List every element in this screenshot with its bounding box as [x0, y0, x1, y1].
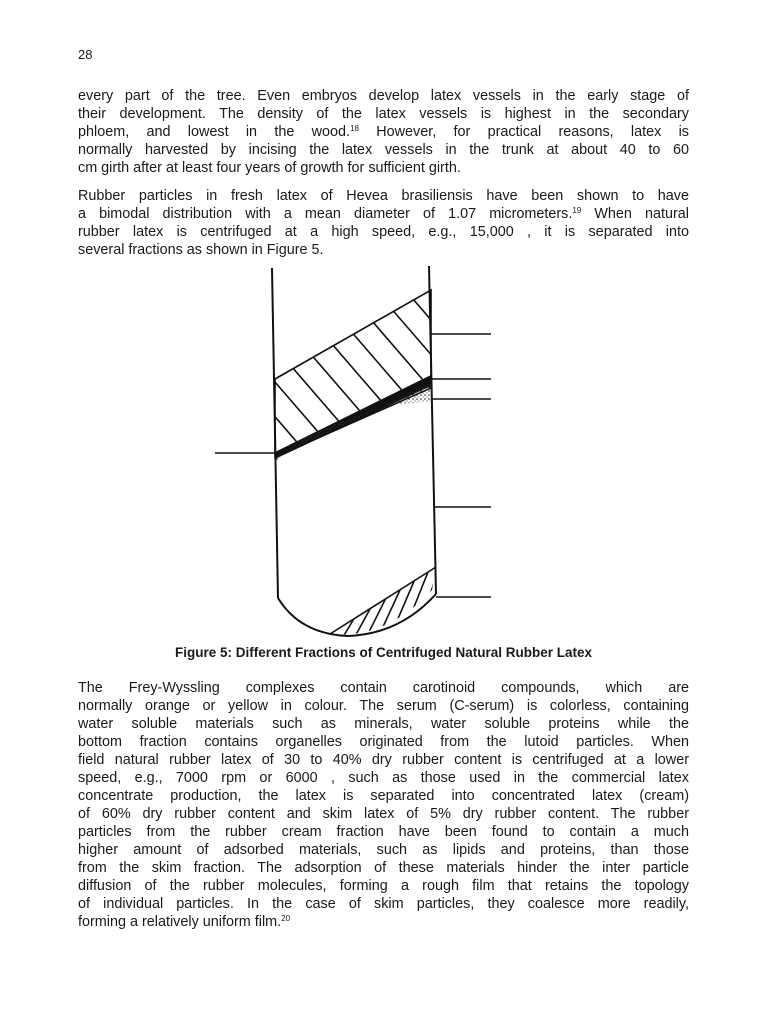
text-line: field natural rubber latex of 30 to 40% dry rubber content is centrifuged at a lower — [78, 752, 689, 768]
text-line: from the skim fraction. The adsorption of these materials hinder the inter particle — [78, 860, 689, 876]
tube-right-wall — [429, 266, 436, 594]
text-line: water soluble materials such as minerals, water soluble proteins while the — [78, 716, 689, 732]
text-line: particles from the rubber cream fraction have been found to contain a much — [78, 824, 689, 840]
text-line: every part of the tree. Even embryos develop latex vessels in the early stage of — [78, 88, 689, 104]
page-number: 28 — [78, 47, 93, 62]
citation-superscript: 19 — [572, 206, 582, 215]
figure-caption: Figure 5: Different Fractions of Centrifuged Natural Rubber Latex — [174, 645, 593, 660]
text-line: of 60% dry rubber content and skim latex of 5% dry rubber content. The rubber — [78, 806, 689, 822]
text-line: phloem, and lowest in the wood.$^{18}$ However, for practical reasons, latex is — [78, 124, 689, 140]
text-line: several fractions as shown in Figure 5. — [78, 242, 324, 258]
text-line: Rubber particles in fresh latex of Hevea brasiliensis have been shown to have — [78, 188, 689, 204]
paragraph-2 — [78, 187, 689, 259]
citation-superscript: 20 — [281, 914, 291, 923]
text-line: bottom fraction contains organelles originated from the lutoid particles. When — [78, 734, 689, 750]
paragraph-3 — [78, 679, 689, 931]
text-line: concentrate production, the latex is separated into concentrated latex (cream) — [78, 788, 689, 804]
text-line: speed, e.g., 7000 rpm or 6000 , such as those used in the commercial latex — [78, 770, 689, 786]
text-line: their development. The density of the latex vessels is highest in the secondary — [78, 106, 689, 122]
paragraph-1 — [78, 87, 689, 177]
text-line: forming a relatively uniform film.$^{20}$ — [78, 914, 291, 930]
text-line: higher amount of adsorbed materials, such as lipids and proteins, than those — [78, 842, 689, 858]
centrifuge-tube-diagram — [200, 262, 620, 642]
bottom-fraction-layer — [340, 557, 454, 642]
text-line: rubber latex is centrifuged at a high speed, e.g., 15,000 , it is separated into — [78, 224, 689, 240]
text-line: diffusion of the rubber molecules, forming a rough film that retains the topology — [78, 878, 689, 894]
text-line: cm girth after at least four years of growth for sufficient girth. — [78, 160, 461, 176]
text-line: The Frey-Wyssling complexes contain carotinoid compounds, which are — [78, 680, 689, 696]
text-line: a bimodal distribution with a mean diameter of 1.07 micrometers.$^{19}$ When natural — [78, 206, 689, 222]
text-line: of individual particles. In the case of skim particles, they coalesce more readily, — [78, 896, 689, 912]
rubber-cream-layer — [245, 262, 510, 492]
citation-superscript: 18 — [350, 124, 359, 133]
tube-bottom-curve — [278, 594, 436, 636]
text-line: normally harvested by incising the latex vessels in the trunk at about 40 to 60 — [78, 142, 689, 158]
centrifuge-tube-figure — [200, 262, 620, 642]
text-line: normally orange or yellow in colour. The serum (C-serum) is colorless, containing — [78, 698, 689, 714]
